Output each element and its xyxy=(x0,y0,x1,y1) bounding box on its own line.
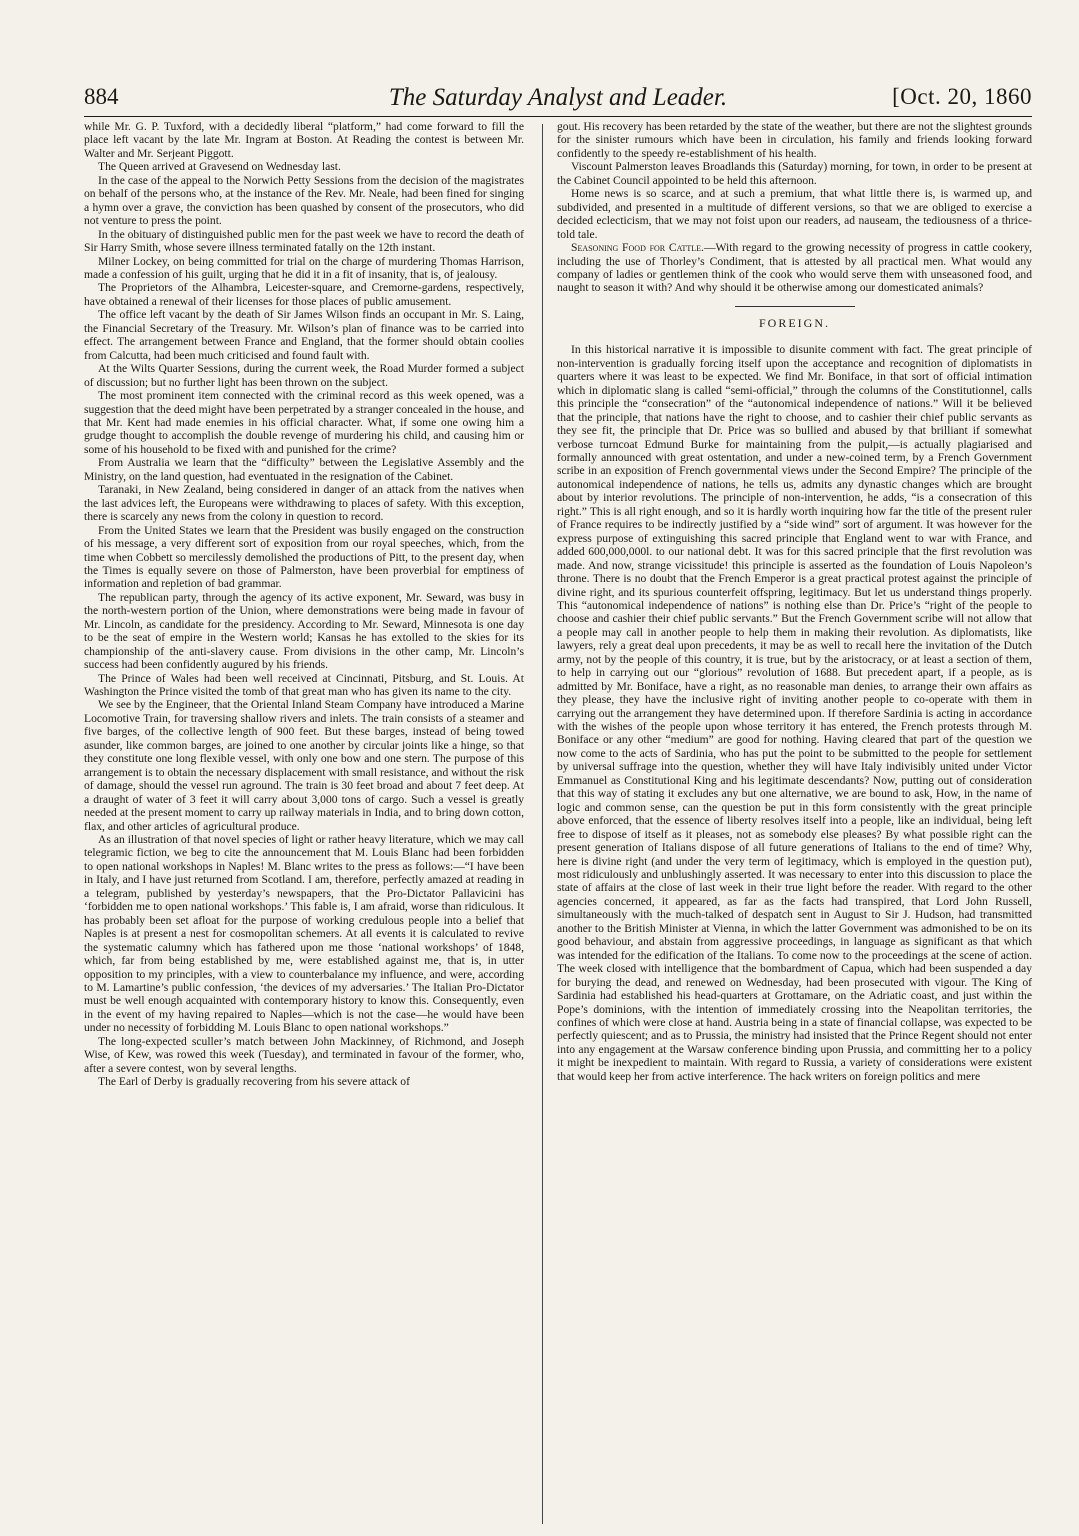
paragraph: In the obituary of distinguished public men for the past week we have to record the death of Sir Harry Smith, whose severe illness terminated fatally on the 12th instant. xyxy=(84,227,524,255)
right-column xyxy=(557,120,1032,1083)
paragraph: Home news is so scarce, and at such a premium, that what little there is, is warmed up, and subdivided, and presented in a multitude of different versions, so that we are obliged to exercise a decided eclecticism, that we may not foist upon our readers, ad nauseam, the tediousness of a thrice-told tale. xyxy=(557,187,1032,241)
paragraph: The Earl of Derby is gradually recovering from his severe attack of xyxy=(98,1075,410,1089)
paragraph: Taranaki, in New Zealand, being considered in danger of an attack from the natives when the last advices left, the Europeans were withdrawing to places of safety. With this exception, there is scarcely any news from the colony in question to record. xyxy=(84,483,524,524)
paragraph: The Proprietors of the Alhambra, Leicester-square, and Cremorne-gardens, respectively, have obtained a renewal of their licenses for those places of public amusement. xyxy=(84,281,524,308)
page-header xyxy=(84,84,1032,112)
paragraph: At the Wilts Quarter Sessions, during the current week, the Road Murder formed a subject of discussion; but no further light has been thrown on the subject. xyxy=(84,362,524,389)
column-rule xyxy=(542,124,543,1524)
paragraph: gout. His recovery has been retarded by the state of the weather, but there are not the slightest grounds for the sinister rumours which have been in circulation, his family and friends looking forward confidently to the speedy re-establishment of his health. xyxy=(557,120,1032,160)
paragraph: The Queen arrived at Gravesend on Wednesday last. xyxy=(98,160,341,174)
paragraph: The Prince of Wales had been well received at Cincinnati, Pitsburg, and St. Louis. At Washington the Prince visited the tomb of that great man who has given its name to the city. xyxy=(84,671,524,699)
paragraph xyxy=(557,241,1032,295)
paragraph: Milner Lockey, on being committed for trial on the charge of murdering Thomas Harrison, made a confession of his guilt, urging that he did it in a fit of insanity, that is, of jealousy. xyxy=(84,254,524,281)
left-column xyxy=(84,120,524,1089)
paragraph: From Australia we learn that the “difficulty” between the Legislative Assembly and the Ministry, on the land question, had eventuated in the resignation of the Cabinet. xyxy=(84,456,524,483)
newspaper-title: The Saturday Analyst and Leader. xyxy=(388,84,728,111)
paragraph: From the United States we learn that the President was busily engaged on the construction of his message, a very different sort of exposition from our royal speeches, which, from the time when Cobbett so mercilessly demolished the productions of Pitt, to the present day, when the Times is equally severe on those of Palmerston, have been proverbial for emptiness of information and repletion of bad grammar. xyxy=(84,523,524,591)
header-rule xyxy=(84,116,1032,117)
paragraph: The office left vacant by the death of Sir James Wilson finds an occupant in Mr. S. Laing, the Financial Secretary of the Treasury. Mr. Wilson’s plan of finance was to be carried into effect. The arrangement between France and England, that the former should obtain coolies from Calcutta, had been much criticised and found fault with. xyxy=(84,308,524,362)
paragraph: while Mr. G. P. Tuxford, with a decidedly liberal “platform,” had come forward to fill the place left vacant by the late Mr. Ingram at Boston. At Reading the contest is between Mr. Walter and Mr. Serjeant Piggott. xyxy=(84,120,524,160)
paragraph: As an illustration of that novel species of light or rather heavy literature, which we may call telegramic fiction, we beg to cite the announcement that M. Louis Blanc had been forbidden to open national workshops in Naples! M. Blanc writes to the press as follows:—“I have been in Italy, and I have just returned from Scotland. I am, therefore, perfectly amazed at reading in a telegram, published by yesterday’s newspapers, that the Pro-Dictator Pallavicini has ‘forbidden me to open national workshops.’ This fable is, I am afraid, worse than ridiculous. It has probably been set afloat for the purpose of working credulous people into a belief that Naples is at present a nest for cosmopolitan schemers. At all events it is calculated to revive the systematic calumny which has fathered upon me those ‘national workshops’ of 1848, which, far from being established by me, were established against me, that is, in utter opposition to my principles, with a view to counterbalance my influence, and were, according to M. Lamartine’s public confession, ‘the devices of my adversaries.’ The Italian Pro-Dictator must be well enough acquainted with contemporary history to know this. Consequently, even in the event of my having repaired to Naples—which is not the case—he would have been under no necessity of forbidding M. Louis Blanc to open national workshops.” xyxy=(84,833,524,1035)
paragraph: We see by the Engineer, that the Oriental Inland Steam Company have introduced a Marine Locomotive Train, for traversing shallow rivers and inlets. The train consists of a steamer and five barges, of the collective length of 900 feet. But these barges, instead of being towed asunder, like common barges, are joined to one another by circular joints like a hinge, so that they constitute one long flexible vessel, with only one bow and one stern. The purpose of this arrangement is to obtain the necessary displacement with small resistance, and without the risk of damage, should the vessel run aground. The train is 30 feet broad and about 7 feet deep. At a draught of water of 3 feet it will carry about 3,000 tons of cargo. Such a vessel is greatly needed at the present moment to carry up railway materials in India, and to bring down cotton, flax, and other articles of agricultural produce. xyxy=(84,698,524,833)
seasoning-text: —With regard to the growing necessity of progress in cattle cookery, including the use of Thorley’s Condiment, that is attested by all practical men. What would any company of ladies or gentlemen think of the cook who would serve them with unseasoned food, and naught to season it with? And why should it be otherwise among our domesticated animals? xyxy=(557,241,1032,295)
issue-date: [Oct. 20, 1860 xyxy=(892,84,1032,109)
paragraph: The long-expected sculler’s match between John Mackinney, of Richmond, and Joseph Wise, of Kew, was rowed this week (Tuesday), and terminated in favour of the former, who, after a severe contest, won by several lengths. xyxy=(84,1034,524,1075)
seasoning-caption: Seasoning Food for Cattle. xyxy=(571,241,704,255)
paragraph: The republican party, through the agency of its active exponent, Mr. Seward, was busy in the north-western portion of the Union, where demonstrations were being made in favour of Mr. Lincoln, as candidate for the presidency. According to Mr. Seward, Minnesota is one day to be the seat of empire in the Western world; Kansas he has extolled to the skies for its championship of the anti-slavery cause. From divisions in the other camp, Mr. Lincoln’s success had been confidently augured by his friends. xyxy=(84,590,524,672)
paragraph: In this historical narrative it is impossible to disunite comment with fact. The great principle of non-intervention is gradually forcing itself upon the acceptance and recognition of diplomatists in quarters where it was least to be expected. We find Mr. Boniface, in that sort of official intimation which in diplomatic slang is called “semi-official,” through the columns of the Constitutionnel, calls this principle the “consecration” of the “autonomical independence of nations.” Will it be believed that the principle, that nations have the right to choose, and to cashier their chief public servants as they see fit, the principle that Dr. Price was so bullied and abused by that brilliant if somewhat verbose turncoat Edmund Burke for maintaining from the pulpit,—is actually plagiarised and formally announced with great ostentation, and under a new-coined term, by a French Government scribe in an exposition of French governmental views under the Second Empire? The principle of the autonomical independence of nations, he tells us, admits any dynastic changes which are brought about by interior revolutions. The principle of non-intervention, he adds, “is a consecration of this right.” This is all right enough, and so it is hardly worth inquiring how far the title of the present ruler of France requires to be indirectly justified by a “side wind” sort of argument. It was however for the express purpose of extinguishing this sacred principle that England went to war with France, and added 600,000,000l. to our national debt. It was for this sacred principle that the first revolution was made. And now, strange vicissitude! this principle is asserted as the foundation of Louis Napoleon’s throne. There is no doubt that the French Emperor is a great practical protest against the principle of divine right, and its spurious counterfeit offspring, legitimacy. But let us understand things properly. This “autonomical independence of nations” is nothing else than Dr. Price’s “right of the people to choose and cashier their chief public servants.” But the French Government scribe will not allow that a people may call in another people to help them in making their revolution. As diplomatists, like lawyers, rely a great deal upon precedents, it may be as well to recall here the invitation of the Dutch army, not by the people of this country, it is true, but by the aristocracy, or at least a section of them, to help in carrying out our “glorious” revolution of 1688. But precedent apart, if a people, as is admitted by Mr. Boniface, have a right, as no reasonable man denies, to arrange their own affairs as they please, they have the inclusive right of inviting another people to co-operate with them in carrying out the arrangement they have determined upon. If therefore Sardinia is acting in accordance with the wishes of the people upon whose territory it has entered, the French protests through M. Boniface or any other “medium” are good for nothing. Having cleared that part of the question we now come to the acts of Sardinia, who has put the point to be submitted to the people for settlement by universal suffrage into the question, whether they will have Italy indivisibly united under Victor Emmanuel as Constitutional King and his legitimate descendants? Now, putting out of consideration that this way of stating it excludes any but one alternative, we are bound to ask, How, in the name of logic and common sense, can the question be put in this form consistently with the great principle above enforced, that the essence of liberty resolves itself into a people, like an individual, being left free to dispose of itself as it pleases, not as somebody else pleases? By what possible right can the present generation of Italians dispose of all future generations of Italians to the end of time? Why, here is divine right (and under the very term of legitimacy, which is employed in the question put), most ridiculously and unblushingly asserted. It was necessary to enter into this discussion to place the state of affairs at the close of last week in their true light before the reader. With regard to the other agencies concerned, it appeared, as far as the facts had transpired, that Lord John Russell, simultaneously with the much-talked of despatch sent in August to Sir J. Hudson, had transmitted another to the British Minister at Vienna, in which the latter Government was admonished to be on its good behaviour, and abstain from aggressive proceedings, in language as significant as that which was intended for the edification of the Italians. To come now to the proceedings at the scene of action. The week closed with intelligence that the bombardment of Capua, which had been suspended a day for burying the dead, and renewed on Wednesday, had been prosecuted with vigour. The King of Sardinia had established his head-quarters at Grottamare, on the Adriatic coast, and just within the Pope’s dominions, with the intention of immediately crossing into the Neapolitan territories, the confines of which were close at hand. Austria being in a state of financial collapse, was expected to be perfectly quiescent; and as to Prussia, the ministry had insisted that the Prince Regent should not enter into any engagement at the Warsaw conference binding upon Prussia, and committing her to a policy it might be inexpedient to maintain. With regard to Russia, a variety of considerations were existent that would keep her from active interference. The hack writers on foreign politics and mere xyxy=(557,343,1032,1083)
paragraph: The most prominent item connected with the criminal record as this week opened, was a suggestion that the deed might have been perpetrated by a stranger concealed in the house, and that Mr. Kent had made enemies in his official character. What, if some one owing him a grudge thought to accomplish the double revenge of murdering his child, and causing him or some of his household to be fixed with and punished for the crime? xyxy=(84,389,524,456)
section-heading-foreign: FOREIGN. xyxy=(557,306,1032,330)
paragraph: In the case of the appeal to the Norwich Petty Sessions from the decision of the magistrates on behalf of the persons who, at the instance of the Rev. Mr. Neale, had been fined for singing a hymn over a grave, the conviction has been quashed by consent of the prosecutors, who did not venture to press the point. xyxy=(84,173,524,228)
page-number: 884 xyxy=(84,84,119,109)
paragraph: Viscount Palmerston leaves Broadlands this (Saturday) morning, for town, in order to be present at the Cabinet Council appointed to be held this afternoon. xyxy=(557,160,1032,187)
